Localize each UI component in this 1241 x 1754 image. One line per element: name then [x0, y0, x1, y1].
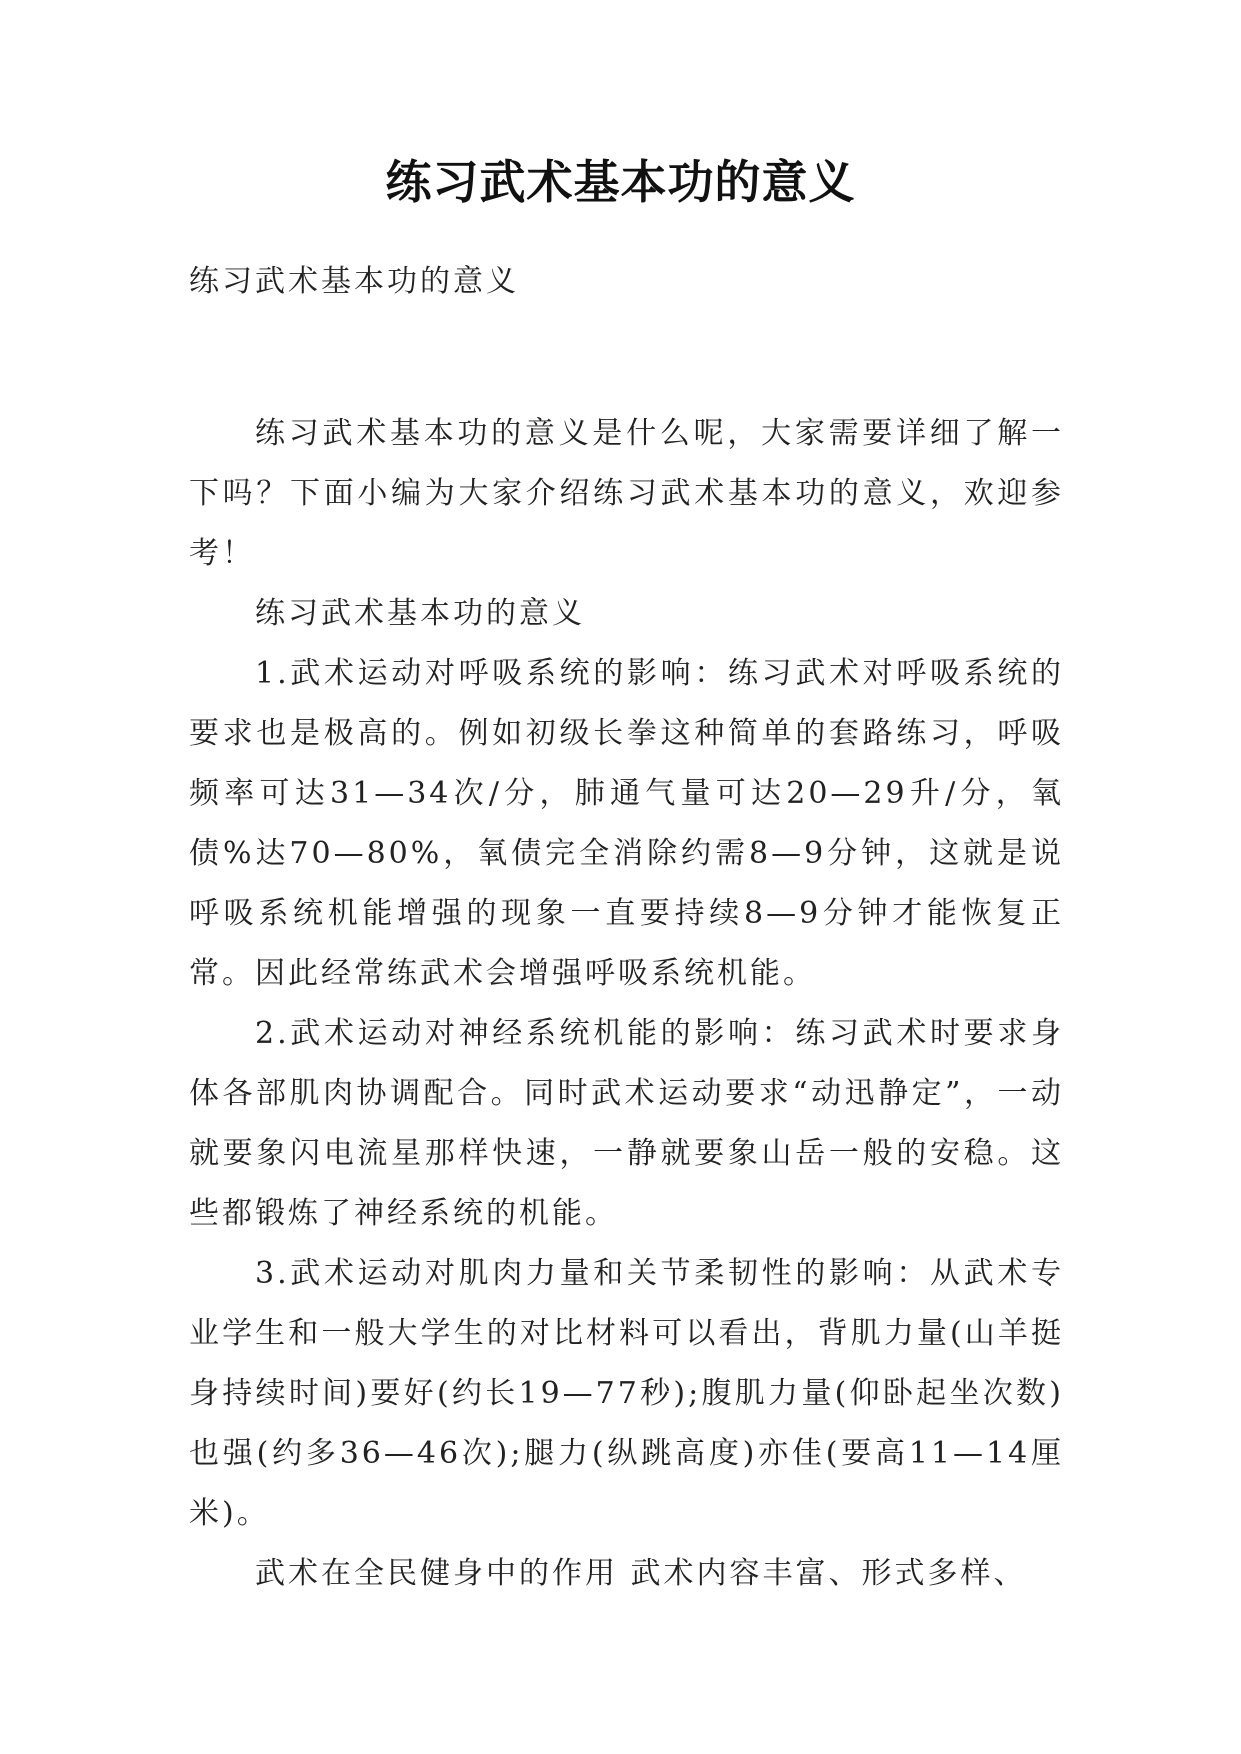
- paragraph-nervous: 2.武术运动对神经系统机能的影响：练习武术时要求身体各部肌肉协调配合。同时武术运动要求“动迅静定”，一动就要象闪电流星那样快速，一静就要象山岳一般的安稳。这些都锻炼了神经系统的机能。: [189, 1016, 1064, 1231]
- paragraph-fitness: 武术在全民健身中的作用 武术内容丰富、形式多样、: [255, 1556, 1027, 1591]
- paragraph-intro: 练习武术基本功的意义是什么呢，大家需要详细了解一下吗？下面小编为大家介绍练习武术基本功的意义，欢迎参考！: [189, 416, 1064, 571]
- paragraph-section-heading: 练习武术基本功的意义: [255, 596, 585, 631]
- paragraph-respiratory: 1.武术运动对呼吸系统的影响：练习武术对呼吸系统的要求也是极高的。例如初级长拳这种简单的套路练习，呼吸频率可达31—34次/分，肺通气量可达20—29升/分，氧债%达70—80%，氧债完全消除约需8—9分钟，这就是说呼吸系统机能增强的现象一直要持续8—9分钟才能恢复正常。因此经常练武术会增强呼吸系统机能。: [189, 656, 1064, 991]
- document-subtitle: 练习武术基本功的意义: [189, 264, 519, 299]
- paragraph-muscle: 3.武术运动对肌肉力量和关节柔韧性的影响：从武术专业学生和一般大学生的对比材料可以看出，背肌力量(山羊挺身持续时间)要好(约长19—77秒);腹肌力量(仰卧起坐次数)也强(约多36—46次);腿力(纵跳高度)亦佳(要高11—14厘米)。: [189, 1256, 1064, 1531]
- document-title: 练习武术基本功的意义: [385, 155, 856, 209]
- document-body: [189, 404, 1064, 1604]
